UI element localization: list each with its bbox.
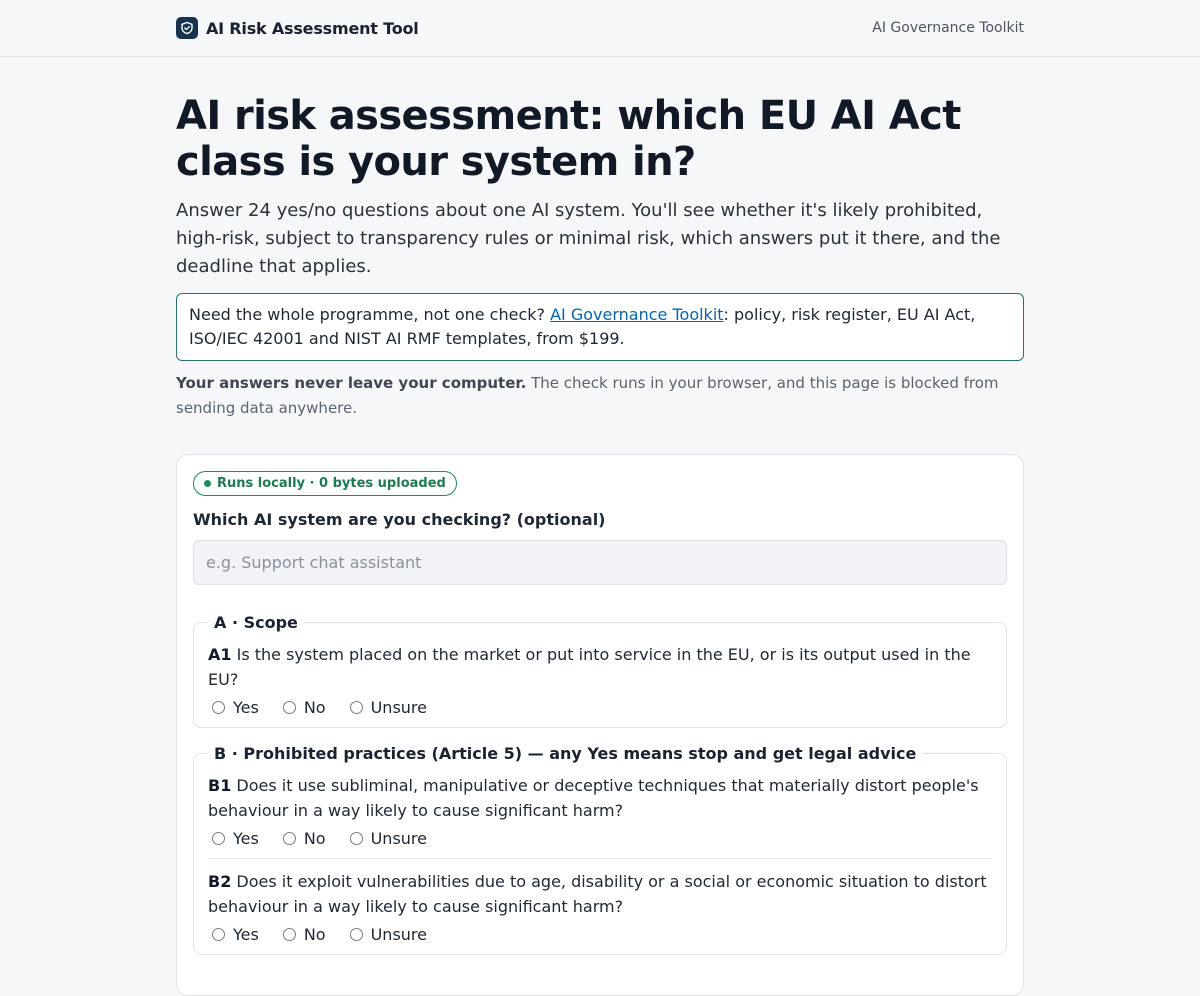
radio-icon[interactable] [212, 928, 225, 941]
radio-icon[interactable] [212, 701, 225, 714]
option-yes[interactable] [208, 829, 259, 848]
option-no[interactable] [279, 925, 326, 944]
radio-icon[interactable] [350, 832, 363, 845]
status-dot-icon [204, 480, 211, 487]
radio-icon[interactable] [283, 832, 296, 845]
option-label: No [303, 829, 326, 848]
option-no[interactable] [279, 829, 326, 848]
radio-icon[interactable] [283, 928, 296, 941]
section-b-prohibited [193, 744, 1007, 955]
privacy-note-bold: Your answers never leave your computer. [176, 374, 527, 392]
option-label: Unsure [370, 698, 427, 717]
page-lead: Answer 24 yes/no questions about one AI system. You'll see whether it's likely prohibited, high-risk, subject to transparency rules or minimal risk, which answers put it there, and the deadline that applies. [176, 200, 1001, 277]
toolkit-promo [176, 293, 1024, 361]
question-body: Does it exploit vulnerabilities due to age, disability or a social or economic situation to distort behaviour in a way likely to cause significant harm? [208, 872, 987, 916]
answer-options [208, 829, 992, 848]
section-legend: A · Scope [214, 613, 298, 632]
option-label: No [303, 698, 326, 717]
radio-icon[interactable] [283, 701, 296, 714]
promo-text-before: Need the whole programme, not one check? [189, 305, 551, 324]
promo-toolkit-link[interactable]: AI Governance Toolkit [550, 305, 724, 324]
radio-icon[interactable] [212, 832, 225, 845]
question-text [208, 869, 992, 919]
local-badge [193, 471, 457, 496]
radio-icon[interactable] [350, 928, 363, 941]
promo-text-after: : policy, risk register, EU AI Act, ISO/IEC 42001 and NIST AI RMF templates, from $199. [189, 305, 976, 348]
main-content [176, 93, 1024, 996]
question-id: B2 [208, 872, 232, 891]
question-text [208, 642, 992, 692]
question-body: Does it use subliminal, manipulative or deceptive techniques that materially distort people's behaviour in a way likely to cause significant harm? [208, 776, 979, 820]
option-label: Yes [233, 925, 259, 944]
question-a1 [208, 640, 992, 717]
question-id: A1 [208, 645, 232, 664]
option-yes[interactable] [208, 698, 259, 717]
question-body: Is the system placed on the market or put into service in the EU, or is its output used in the EU? [208, 645, 971, 689]
option-label: Unsure [370, 829, 427, 848]
page-title: AI risk assessment: which EU AI Act class is your system in? [176, 93, 961, 185]
brand[interactable] [176, 17, 419, 39]
option-label: Yes [233, 829, 259, 848]
answer-options [208, 698, 992, 717]
option-label: Yes [233, 698, 259, 717]
question-b1 [208, 771, 992, 848]
option-no[interactable] [279, 698, 326, 717]
option-label: Unsure [370, 925, 427, 944]
option-yes[interactable] [208, 925, 259, 944]
brand-name: AI Risk Assessment Tool [206, 18, 419, 38]
privacy-note-rest: The check runs in your browser, and this page is blocked from sending data anywhere. [176, 374, 999, 417]
question-text [208, 773, 992, 823]
privacy-note [176, 371, 1024, 421]
option-unsure[interactable] [346, 829, 427, 848]
shield-icon [176, 17, 198, 39]
system-name-input[interactable] [193, 540, 1007, 585]
answer-options [208, 925, 992, 944]
assessment-form [176, 454, 1024, 996]
option-unsure[interactable] [346, 698, 427, 717]
option-unsure[interactable] [346, 925, 427, 944]
option-label: No [303, 925, 326, 944]
local-badge-label: Runs locally · 0 bytes uploaded [217, 476, 446, 491]
radio-icon[interactable] [350, 701, 363, 714]
question-id: B1 [208, 776, 232, 795]
toolkit-nav-link[interactable]: AI Governance Toolkit [872, 20, 1024, 36]
section-a-scope [193, 613, 1007, 728]
system-name-label: Which AI system are you checking? (optional) [193, 510, 606, 529]
section-legend: B · Prohibited practices (Article 5) — any Yes means stop and get legal advice [214, 744, 917, 763]
top-bar [0, 0, 1200, 57]
question-b2 [208, 858, 992, 944]
